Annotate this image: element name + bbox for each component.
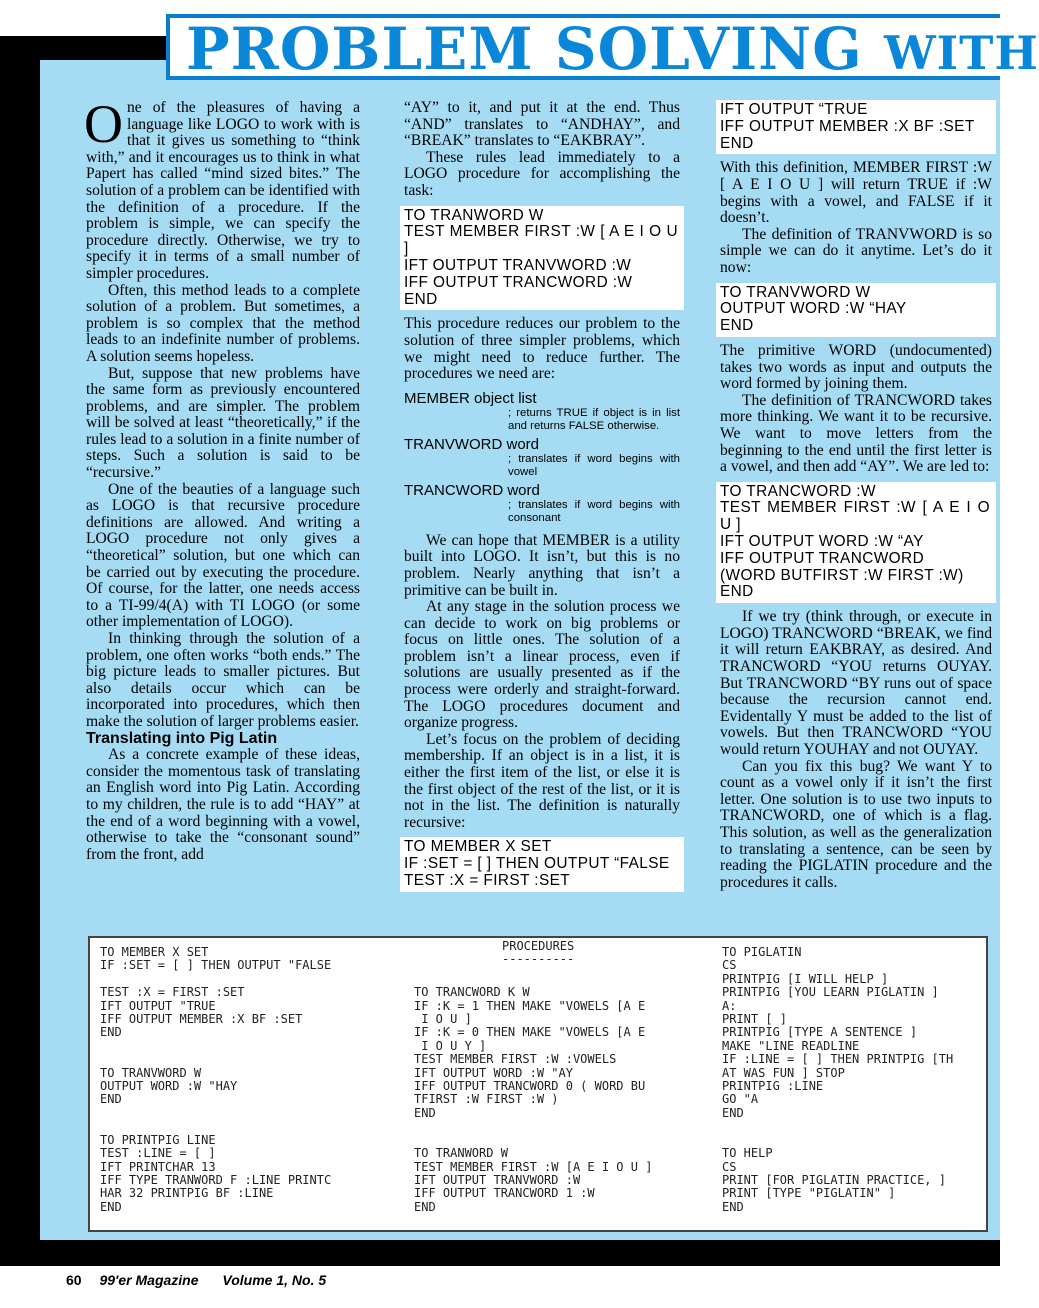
paragraph: “AY” to it, and put it at the end. Thus “AND” translates to “ANDHAY”, and “BREAK” translates to “EAKBRAY”. — [404, 99, 680, 150]
listing-column-2: TO TRANCWORD K W IF :K = 1 THEN MAKE "VOWELS [A E I O U ] IF :K = 0 THEN MAKE "VOWELS [A E I O U Y ] TEST MEMBER FIRST :W :VOWELS IFT OUTPUT WORD :W "AY IFF OUTPUT TRANCWORD 0 ( WORD BU TFIRST :W FIRST :W ) END TO TRANWORD W TEST MEMBER FIRST :W [A E I O U ] IFT OUTPUT TRANVWORD :W IFF OUTPUT TRANCWORD 1 :W END — [414, 985, 653, 1214]
page-footer — [66, 1272, 326, 1288]
paragraph: With this definition, MEMBER FIRST :W [ A E I O U ] will return TRUE if :W begins with a vowel, and FALSE if it doesn’t. — [720, 159, 992, 227]
paragraph: One of the beauties of a language such as LOGO is that recursive procedure definitions are allowed. And writing a LOGO procedure not only gives a “theoretical” solution, but one which can be carried out by executing the procedure. Of course, for the latter, one needs access to a TI-99/4(A) with TI LOGO (or some other implementation of LOGO). — [86, 480, 360, 631]
listing-heading: PROCEDURES ---------- — [502, 939, 575, 967]
paragraph: These rules lead immediately to a LOGO procedure for accomplishing the task: — [404, 148, 680, 199]
page-number: 60 — [66, 1272, 82, 1288]
paragraph: As a concrete example of these ideas, consider the momentous task of translating an English word into Pig Latin. According to my children, the rule is to add “HAY” at the end of a word beginning with a vowel, otherwise to take the “consonant sound” from the front, add — [86, 746, 360, 863]
magazine-name: 99'er Magazine — [99, 1272, 199, 1288]
paragraph: This procedure reduces our problem to the solution of three simpler problems, which we might need to reduce further. The procedures we need are: — [404, 315, 680, 383]
paragraph: The primitive WORD (undocumented) takes two words as input and outputs the word formed by joining them. — [720, 341, 992, 393]
paragraph: Often, this method leads to a complete solution of a problem. But sometimes, a problem is so complex that the method leads to an indefinite number of problems. A solution seems hopeless. — [86, 281, 360, 365]
issue-info: Volume 1, No. 5 — [222, 1272, 327, 1288]
paragraph: In thinking through the solution of a problem, one often works “both ends.” The big picture leads to smaller pictures. But also details occur which can be incorporated into procedures, which then make the solution of larger problems easier. — [86, 630, 360, 730]
paragraph-text: ne of the pleasures of having a language like LOGO to work with is that it gives us something to “think with,” and it encourages us to think in what Papert has called “mind sized bites.” The solution of a problem can be identified with the definition of a procedure. If the problem is simple, we can specify the procedure directly. Otherwise, we try to specify it in terms of a small number of simpler procedures. — [86, 99, 360, 282]
article-column-3 — [720, 100, 992, 891]
page-title — [186, 16, 1039, 86]
intro-paragraph — [84, 94, 360, 283]
article-column-2 — [404, 100, 680, 898]
paragraph: We can hope that MEMBER is a utility built into LOGO. It isn’t, but this is no problem. Nearly anything that isn’t a primitive can be built in. — [404, 531, 680, 599]
paragraph: At any stage in the solution process we can decide to work on big problems or focus on little ones. The solution of a problem isn’t a linear process, even if solutions are usually presented as if the process were orderly and straight-forward. The LOGO procedures document and organize progress. — [404, 598, 680, 732]
article-column-1 — [84, 94, 360, 863]
code-block-tranvword: TO TRANVWORD W OUTPUT WORD :W “HAY END — [716, 283, 996, 337]
paragraph: The definition of TRANCWORD takes more thinking. We want it to be recursive. We want to move letters from the beginning to the end until the first letter is a vowel, and then add “AY”. We are led to: — [720, 391, 992, 476]
code-block-member-end: IFT OUTPUT “TRUE IFF OUTPUT MEMBER :X BF :SET END — [716, 100, 996, 154]
code-block-trancword: TO TRANCWORD :W TEST MEMBER FIRST :W [ A E I O U ] IFT OUTPUT WORD :W “AY IFF OUTPUT TRANCWORD (WORD BUTFIRST :W FIRST :W) END — [716, 482, 996, 604]
title-text: PROBLEM SOLVING — [186, 15, 863, 83]
listing-column-1: TO MEMBER X SET IF :SET = [ ] THEN OUTPUT "FALSE TEST :X = FIRST :SET IFT OUTPUT "TRUE IFF OUTPUT MEMBER :X BF :SET END TO TRANVWORD W OUTPUT WORD :W "HAY END TO PRINTPIG LINE TEST :LINE = [ ] IFT PRINTCHAR 13 IFF TYPE TRANWORD F :LINE PRINTC HAR 32 PRINTPIG BF :LINE END — [100, 945, 332, 1214]
paragraph: The definition of TRANVWORD is so simple we can do it anytime. Let’s do it now: — [720, 225, 992, 276]
definition-note: ; translates if word begins with consonant — [508, 498, 680, 524]
code-block-member: TO MEMBER X SET IF :SET = [ ] THEN OUTPUT “FALSE TEST :X = FIRST :SET — [400, 837, 684, 891]
definition-note: ; returns TRUE if object is in list and returns FALSE otherwise. — [508, 406, 680, 432]
drop-cap: O — [84, 94, 123, 154]
definition-name: TRANVWORD word — [404, 435, 540, 453]
definition-name: TRANCWORD word — [404, 481, 540, 499]
definition-note: ; translates if word begins with vowel — [508, 452, 680, 478]
title-suffix: WITH — [883, 26, 1039, 80]
procedure-definitions — [404, 391, 680, 525]
listing-column-3: TO PIGLATIN CS PRINTPIG [I WILL HELP ] PRINTPIG [YOU LEARN PIGLATIN ] A: PRINT [ ] PRINTPIG [TYPE A SENTENCE ] MAKE "LINE READLINE IF :LINE = [ ] THEN PRINTPIG [TH AT WAS FUN ] STOP PRINTPIG :LINE GO "A END TO HELP CS PRINT [FOR PIGLATIN PRACTICE, ] PRINT [TYPE "PIGLATIN" ] END — [722, 945, 954, 1214]
paragraph: If we try (think through, or execute in LOGO) TRANCWORD “BREAK, we find it will return EAKBRAY, as desired. And TRANCWORD “YOU returns OUYAY. But TRANCWORD “BY runs out of space because the recursion cannot end. Evidentally Y must be added to the list of vowels. But then TRANCWORD “YOU would return YOUHAY and not OUYAY. — [720, 608, 992, 759]
section-subheading: Translating into Pig Latin — [86, 729, 278, 747]
paragraph: Can you fix this bug? We want Y to count as a vowel only if it isn’t the first letter. One solution is to use two inputs to TRANCWORD, one of which is a flag. This solution, as well as the generalization to translating a sentence, can be seen by reading the PIGLATIN procedure and the procedures it calls. — [720, 757, 992, 891]
paragraph: But, suppose that new problems have the same form as previously encountered problems, and are simpler. The problem will be solved at least “theoretically,” if the rules lead to a solution in a finite number of steps. Such a solution is said to be “recursive.” — [86, 364, 360, 482]
code-block-tranword: TO TRANWORD W TEST MEMBER FIRST :W [ A E I O U ] IFT OUTPUT TRANVWORD :W IFF OUTPUT TRANCWORD :W END — [400, 206, 684, 311]
paragraph: Let’s focus on the problem of deciding membership. If an object is in a list, it is either the first item of the list, or else it is the first object of the rest of the list, or it is not in the list. The definition is naturally recursive: — [404, 730, 680, 831]
procedures-listing — [88, 936, 988, 1232]
definition-name: MEMBER object list — [404, 389, 537, 407]
